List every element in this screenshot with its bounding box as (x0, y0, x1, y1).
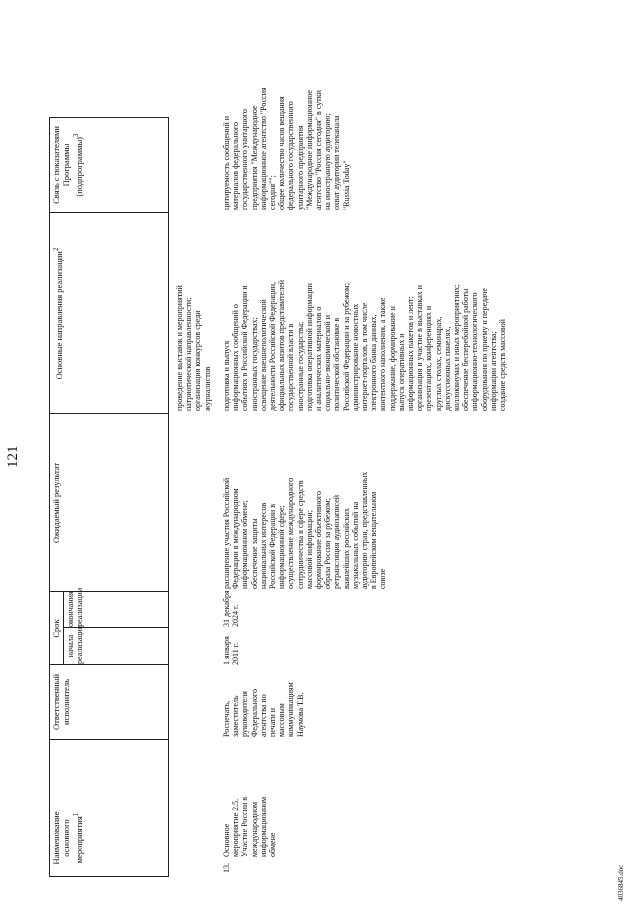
header-result: Ожидаемый результат (51, 462, 61, 544)
row-result: расширение участия Российской Федерации в международном информационном обмене; обеспечение защиты национальных интересов Российской Федерации в информационной сфере; осуществление международного сотрудничества в сфере средств массовой информации; формирование объективного образа России за рубежом; ретрансляция аудиозаписей важнейших российских музыкальных событий на аудиторию стран, представленных в Европейском вещательном союзе (222, 471, 388, 589)
header-top-border (49, 117, 50, 877)
footer-filename: 4036845.doc (617, 864, 625, 901)
row-end: 31 декабря 2024 г. (222, 590, 241, 627)
header-start: начала реализации (66, 624, 84, 664)
row-number: 13. (222, 863, 231, 873)
page-number: 121 (5, 445, 21, 468)
row-link: цитируемость сообщений и материалов федерального государственного унитарного предприятия "Международное информационное агентство "Россия сегодня""; общее количество часов вещания федерального государственного унитарного предприятия "Международное информационное агентство "Россия сегодня" в сутки на иностранную аудиторию; охват аудитории телеканала "Russia Today" (222, 87, 351, 210)
header-link: Связь с показателями Программы (подпрограммы)$^3$ (51, 126, 84, 204)
row-executor: Роспечать, заместитель руководителя Федерального агентства по печати и массовым коммуникациям Наумова Т.В. (222, 682, 305, 737)
col-border (49, 876, 169, 877)
col-border (49, 117, 169, 118)
col-border (49, 664, 169, 665)
col-border (49, 212, 169, 213)
row-name: Основное мероприятие 2.5. Участие России в международном информационном обмене (222, 796, 278, 857)
header-name: Наименование основного мероприятия$^1$ (51, 811, 84, 865)
col-border (49, 413, 169, 414)
header-executor: Ответственный исполнитель (51, 674, 71, 730)
row-directions: подготовка и выпуск информационных сообщений о событиях в Российской Федерации и иностранных государствах; освещение внешнеполитической деятельности Российской Федерации, официальных визитов представителей государственной власти в иностранные государства; подготовка оперативной информации и аналитических материалов о социально-экономической и политической обстановке в Российской Федерации и за рубежом; администрирование новостных интернет-порталов, в том числе электронного банка данных, контентного наполнения, а также поддержание, формирование и выпуск оперативных и информационных пакетов и лент; организация и участие в выставках и презентациях, конференциях и круглых столах, семинарах, дискуссионных панелях, коллоквиумах и иных мероприятиях; обеспечение бесперебойной работы информационно-технологического оборудования по приему и передаче информации агентства; создание средств массовой (222, 279, 508, 411)
term-divider (63, 592, 64, 665)
header-bottom-border (168, 117, 169, 877)
header-term: Срок (51, 619, 61, 638)
header-directions: Основные направления реализации$^2$ (52, 247, 64, 380)
carryover-text: проведение выставок и мероприятий патриотической направленности; организация конкурсов среди журналистов (175, 285, 212, 411)
table-header (49, 117, 169, 877)
header-end: окончания реализации (66, 587, 84, 627)
row-start: 1 января 2011 г. (222, 636, 241, 665)
col-border (49, 739, 169, 740)
